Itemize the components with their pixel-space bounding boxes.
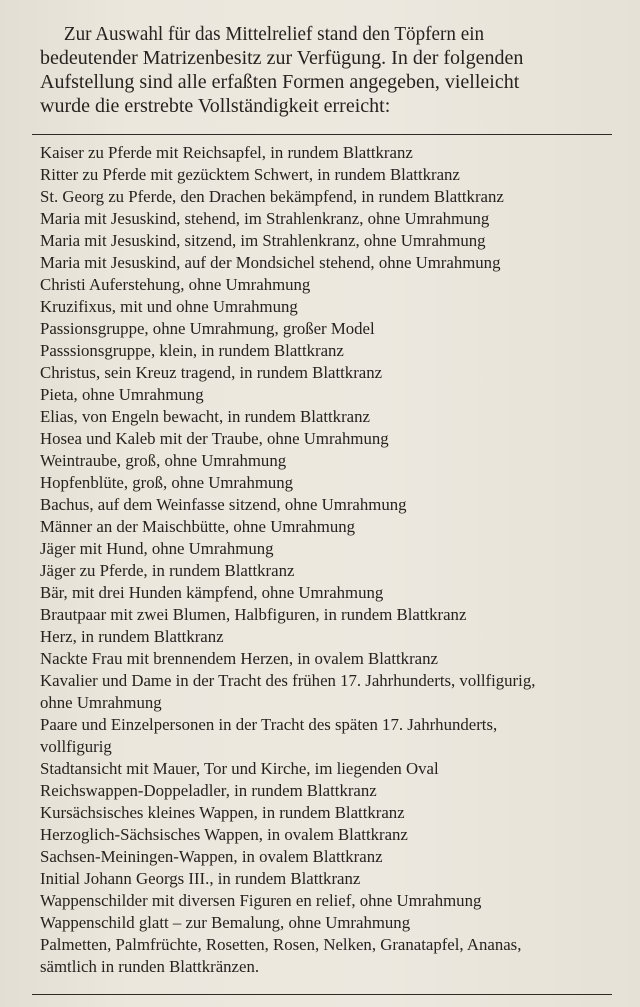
list-item-continuation: ohne Umrahmung (40, 693, 162, 712)
list-item-text: Christus, sein Kreuz tragend, in rundem Blattkranz (40, 363, 383, 382)
list-item-text: Bachus, auf dem Weinfasse sitzend, ohne Umrahmung (40, 495, 407, 514)
list-item (40, 582, 620, 604)
list-item-text: Weintraube, groß, ohne Umrahmung (40, 451, 287, 470)
list-item (40, 780, 620, 802)
list-item-text: Maria mit Jesuskind, stehend, im Strahlenkranz, ohne Umrahmung (40, 209, 490, 228)
list-item (40, 406, 620, 428)
list-item-text: Reichswappen-Doppeladler, in rundem Blattkranz (40, 781, 377, 800)
list-item-text: Herz, in rundem Blattkranz (40, 627, 224, 646)
list-item-text: Ritter zu Pferde mit gezücktem Schwert, in rundem Blattkranz (40, 165, 460, 184)
list-item-text: Passsionsgruppe, klein, in rundem Blattkranz (40, 341, 344, 360)
list-item-text: Männer an der Maischbütte, ohne Umrahmung (40, 517, 356, 536)
list-item-text: Pieta, ohne Umrahmung (40, 385, 204, 404)
list-item (40, 670, 620, 714)
list-item (40, 824, 620, 846)
list-item-text: Kursächsisches kleines Wappen, in rundem Blattkranz (40, 803, 405, 822)
list-item-text: Kaiser zu Pferde mit Reichsapfel, in rundem Blattkranz (40, 143, 413, 162)
list-item (40, 318, 620, 340)
list-item (40, 252, 620, 274)
list-item (40, 450, 620, 472)
list-item-text: Jäger mit Hund, ohne Umrahmung (40, 539, 274, 558)
list-item (40, 714, 620, 758)
list-item (40, 230, 620, 252)
list-item-text: Christi Auferstehung, ohne Umrahmung (40, 275, 311, 294)
bottom-divider (32, 994, 612, 995)
list-item (40, 296, 620, 318)
list-item-text: Paare und Einzelpersonen in der Tracht des späten 17. Jahrhunderts, (40, 715, 498, 734)
list-item (40, 142, 620, 164)
intro-paragraph (40, 22, 610, 118)
list-item (40, 186, 620, 208)
list-item (40, 560, 620, 582)
list-item-text: Nackte Frau mit brennendem Herzen, in ovalem Blattkranz (40, 649, 438, 668)
list-item-text: Brautpaar mit zwei Blumen, Halbfiguren, in rundem Blattkranz (40, 605, 467, 624)
list-item (40, 538, 620, 560)
list-item (40, 516, 620, 538)
list-item (40, 868, 620, 890)
list-item-text: Bär, mit drei Hunden kämpfend, ohne Umrahmung (40, 583, 384, 602)
list-item-text: Passionsgruppe, ohne Umrahmung, großer Model (40, 319, 375, 338)
list-item-text: Kavalier und Dame in der Tracht des frühen 17. Jahrhunderts, vollfigurig, (40, 671, 536, 690)
list-item-text: Palmetten, Palmfrüchte, Rosetten, Rosen, Nelken, Granatapfel, Ananas, (40, 935, 522, 954)
list-item-text: Maria mit Jesuskind, sitzend, im Strahlenkranz, ohne Umrahmung (40, 231, 486, 250)
list-item (40, 384, 620, 406)
list-item-text: Wappenschilder mit diversen Figuren en relief, ohne Umrahmung (40, 891, 482, 910)
list-item (40, 648, 620, 670)
list-item-text: Hopfenblüte, groß, ohne Umrahmung (40, 473, 294, 492)
list-item (40, 802, 620, 824)
list-item-text: Sachsen-Meiningen-Wappen, in ovalem Blattkranz (40, 847, 383, 866)
forms-list (40, 142, 620, 978)
list-item-text: Hosea und Kaleb mit der Traube, ohne Umrahmung (40, 429, 389, 448)
list-item-text: Wappenschild glatt – zur Bemalung, ohne Umrahmung (40, 913, 411, 932)
list-item (40, 428, 620, 450)
list-item (40, 758, 620, 780)
list-item (40, 626, 620, 648)
intro-line: bedeutender Matrizenbesitz zur Verfügung. In der folgenden (40, 47, 524, 69)
list-item-text: Initial Johann Georgs III., in rundem Blattkranz (40, 869, 361, 888)
list-item-text: Maria mit Jesuskind, auf der Mondsichel stehend, ohne Umrahmung (40, 253, 501, 272)
list-item (40, 472, 620, 494)
list-item-text: Elias, von Engeln bewacht, in rundem Blattkranz (40, 407, 370, 426)
list-item (40, 340, 620, 362)
list-item-continuation: sämtlich in runden Blattkränzen. (40, 957, 260, 976)
list-item-text: Jäger zu Pferde, in rundem Blattkranz (40, 561, 295, 580)
intro-line: wurde die erstrebte Vollständigkeit erreicht: (40, 95, 391, 117)
list-item-continuation: vollfigurig (40, 737, 112, 756)
list-item (40, 494, 620, 516)
list-item (40, 274, 620, 296)
list-item-text: Stadtansicht mit Mauer, Tor und Kirche, im liegenden Oval (40, 759, 439, 778)
list-item (40, 912, 620, 934)
list-item-text: Kruzifixus, mit und ohne Umrahmung (40, 297, 298, 316)
intro-line: Zur Auswahl für das Mittelrelief stand den Töpfern ein (63, 23, 485, 45)
top-divider (32, 134, 612, 135)
list-item (40, 362, 620, 384)
list-item (40, 164, 620, 186)
list-item (40, 846, 620, 868)
list-item (40, 934, 620, 978)
list-item-text: St. Georg zu Pferde, den Drachen bekämpfend, in rundem Blattkranz (40, 187, 504, 206)
list-item (40, 208, 620, 230)
list-item (40, 604, 620, 626)
list-item (40, 890, 620, 912)
intro-line: Aufstellung sind alle erfaßten Formen angegeben, vielleicht (40, 71, 520, 93)
list-item-text: Herzoglich-Sächsisches Wappen, in ovalem Blattkranz (40, 825, 408, 844)
